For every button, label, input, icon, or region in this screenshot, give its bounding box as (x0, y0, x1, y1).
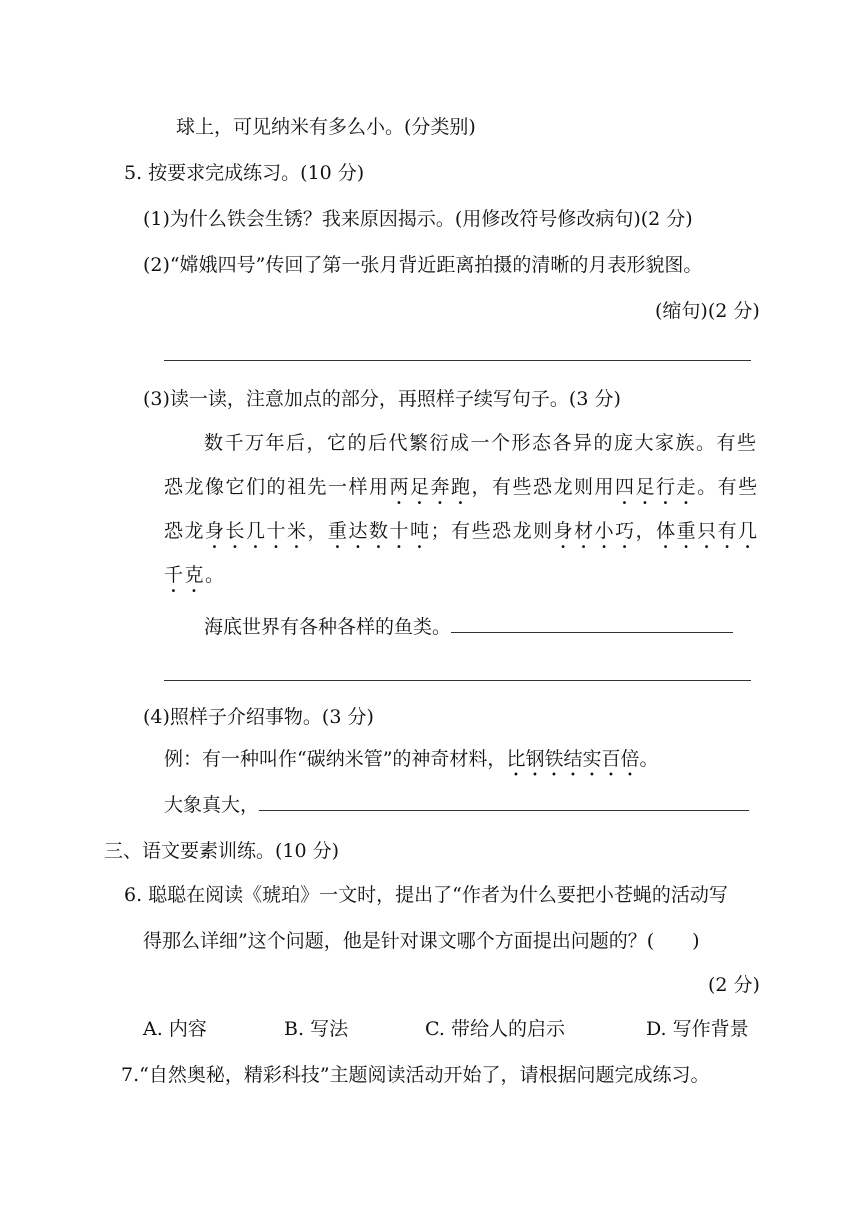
section-3-heading: 三、语文要素训练。(10 分) (104, 840, 340, 862)
passage-text: 。 (205, 564, 226, 586)
example-text: 。 (639, 748, 659, 770)
passage-text: 。有些 (697, 476, 759, 498)
dotted-phrase: 重达数十吨 (328, 520, 431, 542)
question-5-1: (1)为什么铁会生锈？我来原因揭示。(用修改符号修改病句)(2 分) (143, 208, 693, 230)
passage-text: ，有些恐龙则用 (471, 476, 616, 498)
question-5-4: (4)照样子介绍事物。(3 分) (143, 706, 374, 728)
dotted-phrase: 千克 (164, 564, 206, 586)
question-5-2-score: (缩句)(2 分) (655, 300, 760, 322)
question-5-heading: 5. 按要求完成练习。(10 分) (124, 162, 365, 184)
question-6-score: (2 分) (708, 974, 760, 996)
dotted-phrase: 体重只有几 (656, 520, 759, 542)
answer-line-5-3[interactable] (164, 680, 751, 681)
dotted-phrase: 比钢铁结实百倍 (506, 748, 640, 770)
question-5-3: (3)读一读，注意加点的部分，再照样子续写句子。(3 分) (143, 388, 621, 410)
continued-line: 球上，可见纳米有多么小。(分类别) (176, 116, 476, 138)
example-text: 例：有一种叫作“碳纳米管”的神奇材料， (164, 748, 507, 770)
passage-line-2 (164, 474, 759, 509)
option-c[interactable] (425, 1016, 565, 1042)
option-key: D. (646, 1018, 667, 1040)
answer-blank-5-3[interactable] (451, 614, 733, 633)
option-b[interactable] (284, 1016, 348, 1042)
answer-line-5-2[interactable] (164, 360, 751, 361)
dotted-phrase: 身材小巧 (553, 520, 636, 542)
passage-line-3 (164, 518, 759, 553)
option-d[interactable] (646, 1016, 749, 1042)
answer-blank-5-4[interactable] (259, 792, 749, 811)
option-text: 写作背景 (672, 1018, 749, 1040)
passage-text: 恐龙像它们的祖先一样用 (164, 476, 390, 498)
dotted-phrase: 四足行走 (615, 476, 698, 498)
fill-prompt: 大象真大， (164, 794, 260, 816)
passage-text: ， (307, 520, 329, 542)
example-sentence (164, 746, 658, 781)
option-text: 写法 (310, 1018, 349, 1040)
passage-line-1: 数千万年后，它的后代繁衍成一个形态各异的庞大家族。有些 (204, 432, 758, 454)
fill-sentence-2 (164, 792, 749, 818)
question-6-line-1: 6. 聪聪在阅读《琥珀》一文时，提出了“作者为什么要把小苍蝇的活动写 (124, 884, 728, 906)
passage-text: 恐龙 (164, 520, 206, 542)
question-6-line-2: 得那么详细”这个问题，他是针对课文哪个方面提出问题的？( ) (143, 930, 700, 952)
option-key: C. (425, 1018, 445, 1040)
question-7: 7.“自然奥秘，精彩科技”主题阅读活动开始了，请根据问题完成练习。 (121, 1064, 710, 1086)
fill-prompt: 海底世界有各种各样的鱼类。 (204, 616, 452, 638)
fill-sentence-1 (204, 614, 733, 640)
option-text: 带给人的启示 (450, 1018, 565, 1040)
passage-line-4 (164, 562, 226, 597)
dotted-phrase: 身长几十米 (205, 520, 308, 542)
dotted-phrase: 两足奔跑 (389, 476, 472, 498)
option-a[interactable] (143, 1016, 207, 1042)
passage-text: ， (635, 520, 657, 542)
option-key: B. (284, 1018, 305, 1040)
question-5-2: (2)“嫦娥四号”传回了第一张月背近距离拍摄的清晰的月表形貌图。 (143, 254, 703, 276)
option-text: 内容 (168, 1018, 207, 1040)
passage-text: ；有些恐龙则 (430, 520, 554, 542)
option-key: A. (143, 1018, 163, 1040)
